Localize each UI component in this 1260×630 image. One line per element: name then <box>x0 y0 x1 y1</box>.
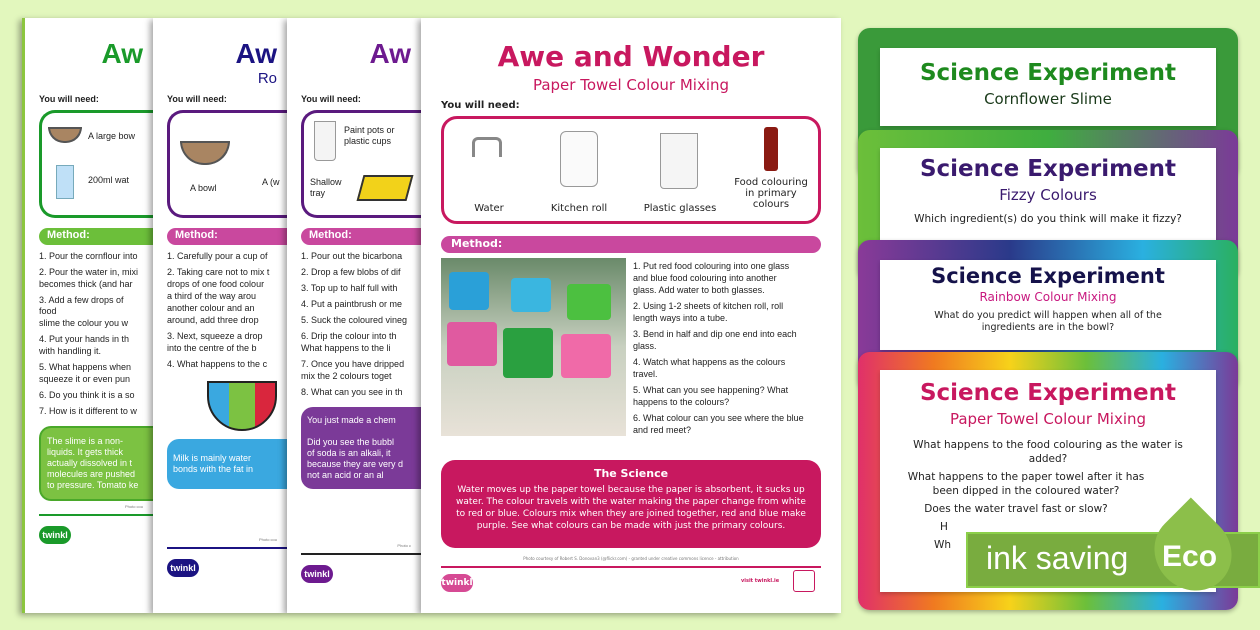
twinkl-logo: twinkl <box>39 526 71 544</box>
worksheet-rainbow-milk <box>153 18 287 613</box>
photo-credit: Photo courtesy of Robert S. Donovan3 (@flickr.com) - granted under creative commons licence - attribution <box>523 556 739 561</box>
equipment-item: Plastic glasses <box>643 203 717 214</box>
twinkl-logo: twinkl <box>167 559 199 577</box>
twinkl-logo: twinkl <box>301 565 333 583</box>
step: 1. Pour out the bicarbona <box>301 251 403 261</box>
you-will-need-label: You will need: <box>39 94 99 104</box>
science-panel: You just made a chem Did you see the bubbl of soda is an alkali, it because they are very d not an acid or an al <box>301 407 421 489</box>
step: a third of the way arou <box>167 291 257 301</box>
card-title: Science Experiment <box>931 264 1165 288</box>
equipment-item: 200ml wat <box>88 175 130 185</box>
footer-rule <box>39 514 153 516</box>
twinkl-logo: twinkl <box>441 574 473 592</box>
step: 3. Next, squeeze a drop <box>167 331 263 341</box>
step: 5. What happens when <box>39 362 132 372</box>
step: 7. How is it different to w <box>39 406 137 416</box>
bowl-icon <box>180 141 230 165</box>
milk-bowl-icon <box>207 381 277 431</box>
step: What happens to the li <box>301 343 391 353</box>
you-will-need-label: You will need: <box>441 100 520 111</box>
sheet-subtitle: Paper Towel Colour Mixing <box>532 76 730 94</box>
step: 3. Add a few drops of food <box>39 295 124 316</box>
card-question: Which ingredient(s) do you think will make it fizzy? <box>914 213 1182 225</box>
method-header: Method: <box>301 228 421 245</box>
step: 7. Once you have dripped <box>301 359 405 369</box>
step: mix the 2 colours toget <box>301 371 392 381</box>
science-panel-title: The Science <box>593 467 669 480</box>
science-panel <box>441 460 821 548</box>
bowl-icon <box>48 127 82 143</box>
step: 2. Pour the water in, mixi <box>39 267 139 277</box>
photo-credit: Photo cou <box>124 504 143 509</box>
equipment-box <box>167 110 287 218</box>
equipment-item: A (w <box>262 177 280 187</box>
card-title: Science Experiment <box>919 60 1177 86</box>
glass-icon <box>56 165 74 199</box>
equipment-item: A large bow <box>88 131 136 141</box>
step: 5. Suck the coloured vineg <box>301 315 408 325</box>
step: 2. Taking care not to mix t <box>167 267 270 277</box>
equipment-item: Shallow tray <box>310 177 342 198</box>
step: glass. Add water to both glasses. <box>633 285 765 295</box>
step: into the centre of the b <box>167 343 257 353</box>
worksheet-cornflour-slime <box>22 18 153 613</box>
step: 3. Bend in half and dip one end into each <box>633 329 797 339</box>
card-question: Wh <box>934 539 952 551</box>
science-panel-text: Water moves up the paper towel because the paper is absorbent, it sucks up water. The colour travels with the water making the paper change from white to red or blue. Colours mix when they are joined together, red and blue make purple. See what colours can be made with just the primary colours. <box>456 485 806 531</box>
card-question: What do you predict will happen when all of the ingredients are in the bowl? <box>934 310 1162 333</box>
step: 6. Drip the colour into th <box>301 331 397 341</box>
card-subtitle: Paper Towel Colour Mixing <box>949 410 1147 428</box>
card-question: What happens to the paper towel after it has been dipped in the coloured water? <box>907 471 1145 497</box>
kitchen-roll-icon <box>560 131 598 187</box>
step: 4. Put your hands in th <box>39 334 130 344</box>
twinkl-badge-icon <box>793 570 815 592</box>
card-question: Does the water travel fast or slow? <box>924 503 1108 515</box>
footer-rule <box>167 547 287 549</box>
method-header: Method: <box>39 228 153 245</box>
step: and red meet? <box>633 425 692 435</box>
tap-icon <box>472 137 502 157</box>
equipment-item: Kitchen roll <box>550 203 608 214</box>
method-header: Method: <box>441 236 821 253</box>
step: 1. Pour the cornflour into <box>39 251 138 261</box>
equipment-item: Water <box>474 203 504 214</box>
worksheet-fizzy-colours <box>287 18 421 613</box>
sheet-title: Aw <box>235 38 277 69</box>
card-panel <box>880 260 1216 350</box>
step: 5. What can you see happening? What <box>633 385 789 395</box>
card-panel <box>880 148 1216 240</box>
method-steps <box>633 260 825 436</box>
step: happens to the colours? <box>633 397 730 407</box>
sheet-title: Awe and Wonder <box>497 40 765 73</box>
step: becomes thick (and har <box>39 279 133 289</box>
step: 6. Do you think it is a so <box>39 390 135 400</box>
step: 4. Put a paintbrush or me <box>301 299 403 309</box>
experiment-photo <box>441 258 626 436</box>
you-will-need-label: You will need: <box>167 94 227 104</box>
equipment-item: Paint pots or plastic cups <box>344 125 395 146</box>
step: slime the colour you w <box>39 318 129 328</box>
card-title: Science Experiment <box>919 380 1177 406</box>
card-subtitle: Cornflower Slime <box>984 90 1112 108</box>
step: 4. Watch what happens as the colours <box>633 357 786 367</box>
card-question: What happens to the food colouring as the water is added? <box>913 439 1183 465</box>
step: glass. <box>633 341 657 351</box>
worksheet-paper-towel <box>421 18 841 613</box>
card-subtitle: Fizzy Colours <box>999 186 1097 204</box>
photo-credit: Photo cou <box>258 537 277 542</box>
cup-icon <box>314 121 336 161</box>
glass-icon <box>660 133 698 189</box>
step: and blue food colouring into another <box>633 273 777 283</box>
step: 1. Put red food colouring into one glass <box>633 261 790 271</box>
method-header: Method: <box>167 228 287 245</box>
ink-saving-label: ink saving <box>986 540 1129 576</box>
eco-label: Eco <box>1162 540 1218 573</box>
step: squeeze it or even pun <box>39 374 131 384</box>
step: 1. Carefully pour a cup of <box>167 251 268 261</box>
equipment-item: Food colouring in primary colours <box>734 177 808 210</box>
equipment-item: A bowl <box>190 183 217 193</box>
card-subtitle: Rainbow Colour Mixing <box>979 290 1117 304</box>
step: another colour and an <box>167 303 255 313</box>
method-steps <box>39 251 143 418</box>
footer-rule <box>441 566 821 568</box>
equipment-box <box>441 116 821 224</box>
step: length ways into a tube. <box>633 313 728 323</box>
method-steps <box>301 251 411 399</box>
step: around, add three drop <box>167 315 259 325</box>
method-steps <box>167 251 277 371</box>
step: drops of one food colour <box>167 279 265 289</box>
step: with handling it. <box>39 346 102 356</box>
step: 6. What colour can you see where the blue <box>633 413 804 423</box>
equipment-box <box>301 110 421 218</box>
photo-credit: Photo c <box>397 543 411 548</box>
you-will-need-label: You will need: <box>301 94 361 104</box>
step: 2. Drop a few blobs of dif <box>301 267 401 277</box>
food-colouring-bottle-icon <box>764 127 778 171</box>
card-question: H <box>940 521 948 533</box>
tray-icon <box>357 175 414 201</box>
step: 8. What can you see in th <box>301 387 403 397</box>
visit-link[interactable]: visit twinkl.ie <box>741 578 780 584</box>
card-title: Science Experiment <box>919 156 1177 182</box>
step: 2. Using 1-2 sheets of kitchen roll, roll <box>633 301 784 311</box>
sheet-title: Aw <box>101 38 143 69</box>
card-panel <box>880 48 1216 126</box>
equipment-box <box>39 110 153 218</box>
step: 3. Top up to half full with <box>301 283 398 293</box>
footer-rule <box>301 553 421 555</box>
science-panel: Milk is mainly water bonds with the fat in <box>167 439 287 489</box>
step: travel. <box>633 369 658 379</box>
science-panel: The slime is a non- liquids. It gets thick actually dissolved in t molecules are pushed to pressure. Tomato ke <box>39 426 153 501</box>
sheet-subtitle: Ro <box>257 70 277 87</box>
step: 4. What happens to the c <box>167 359 268 369</box>
sheet-title: Aw <box>369 38 411 69</box>
